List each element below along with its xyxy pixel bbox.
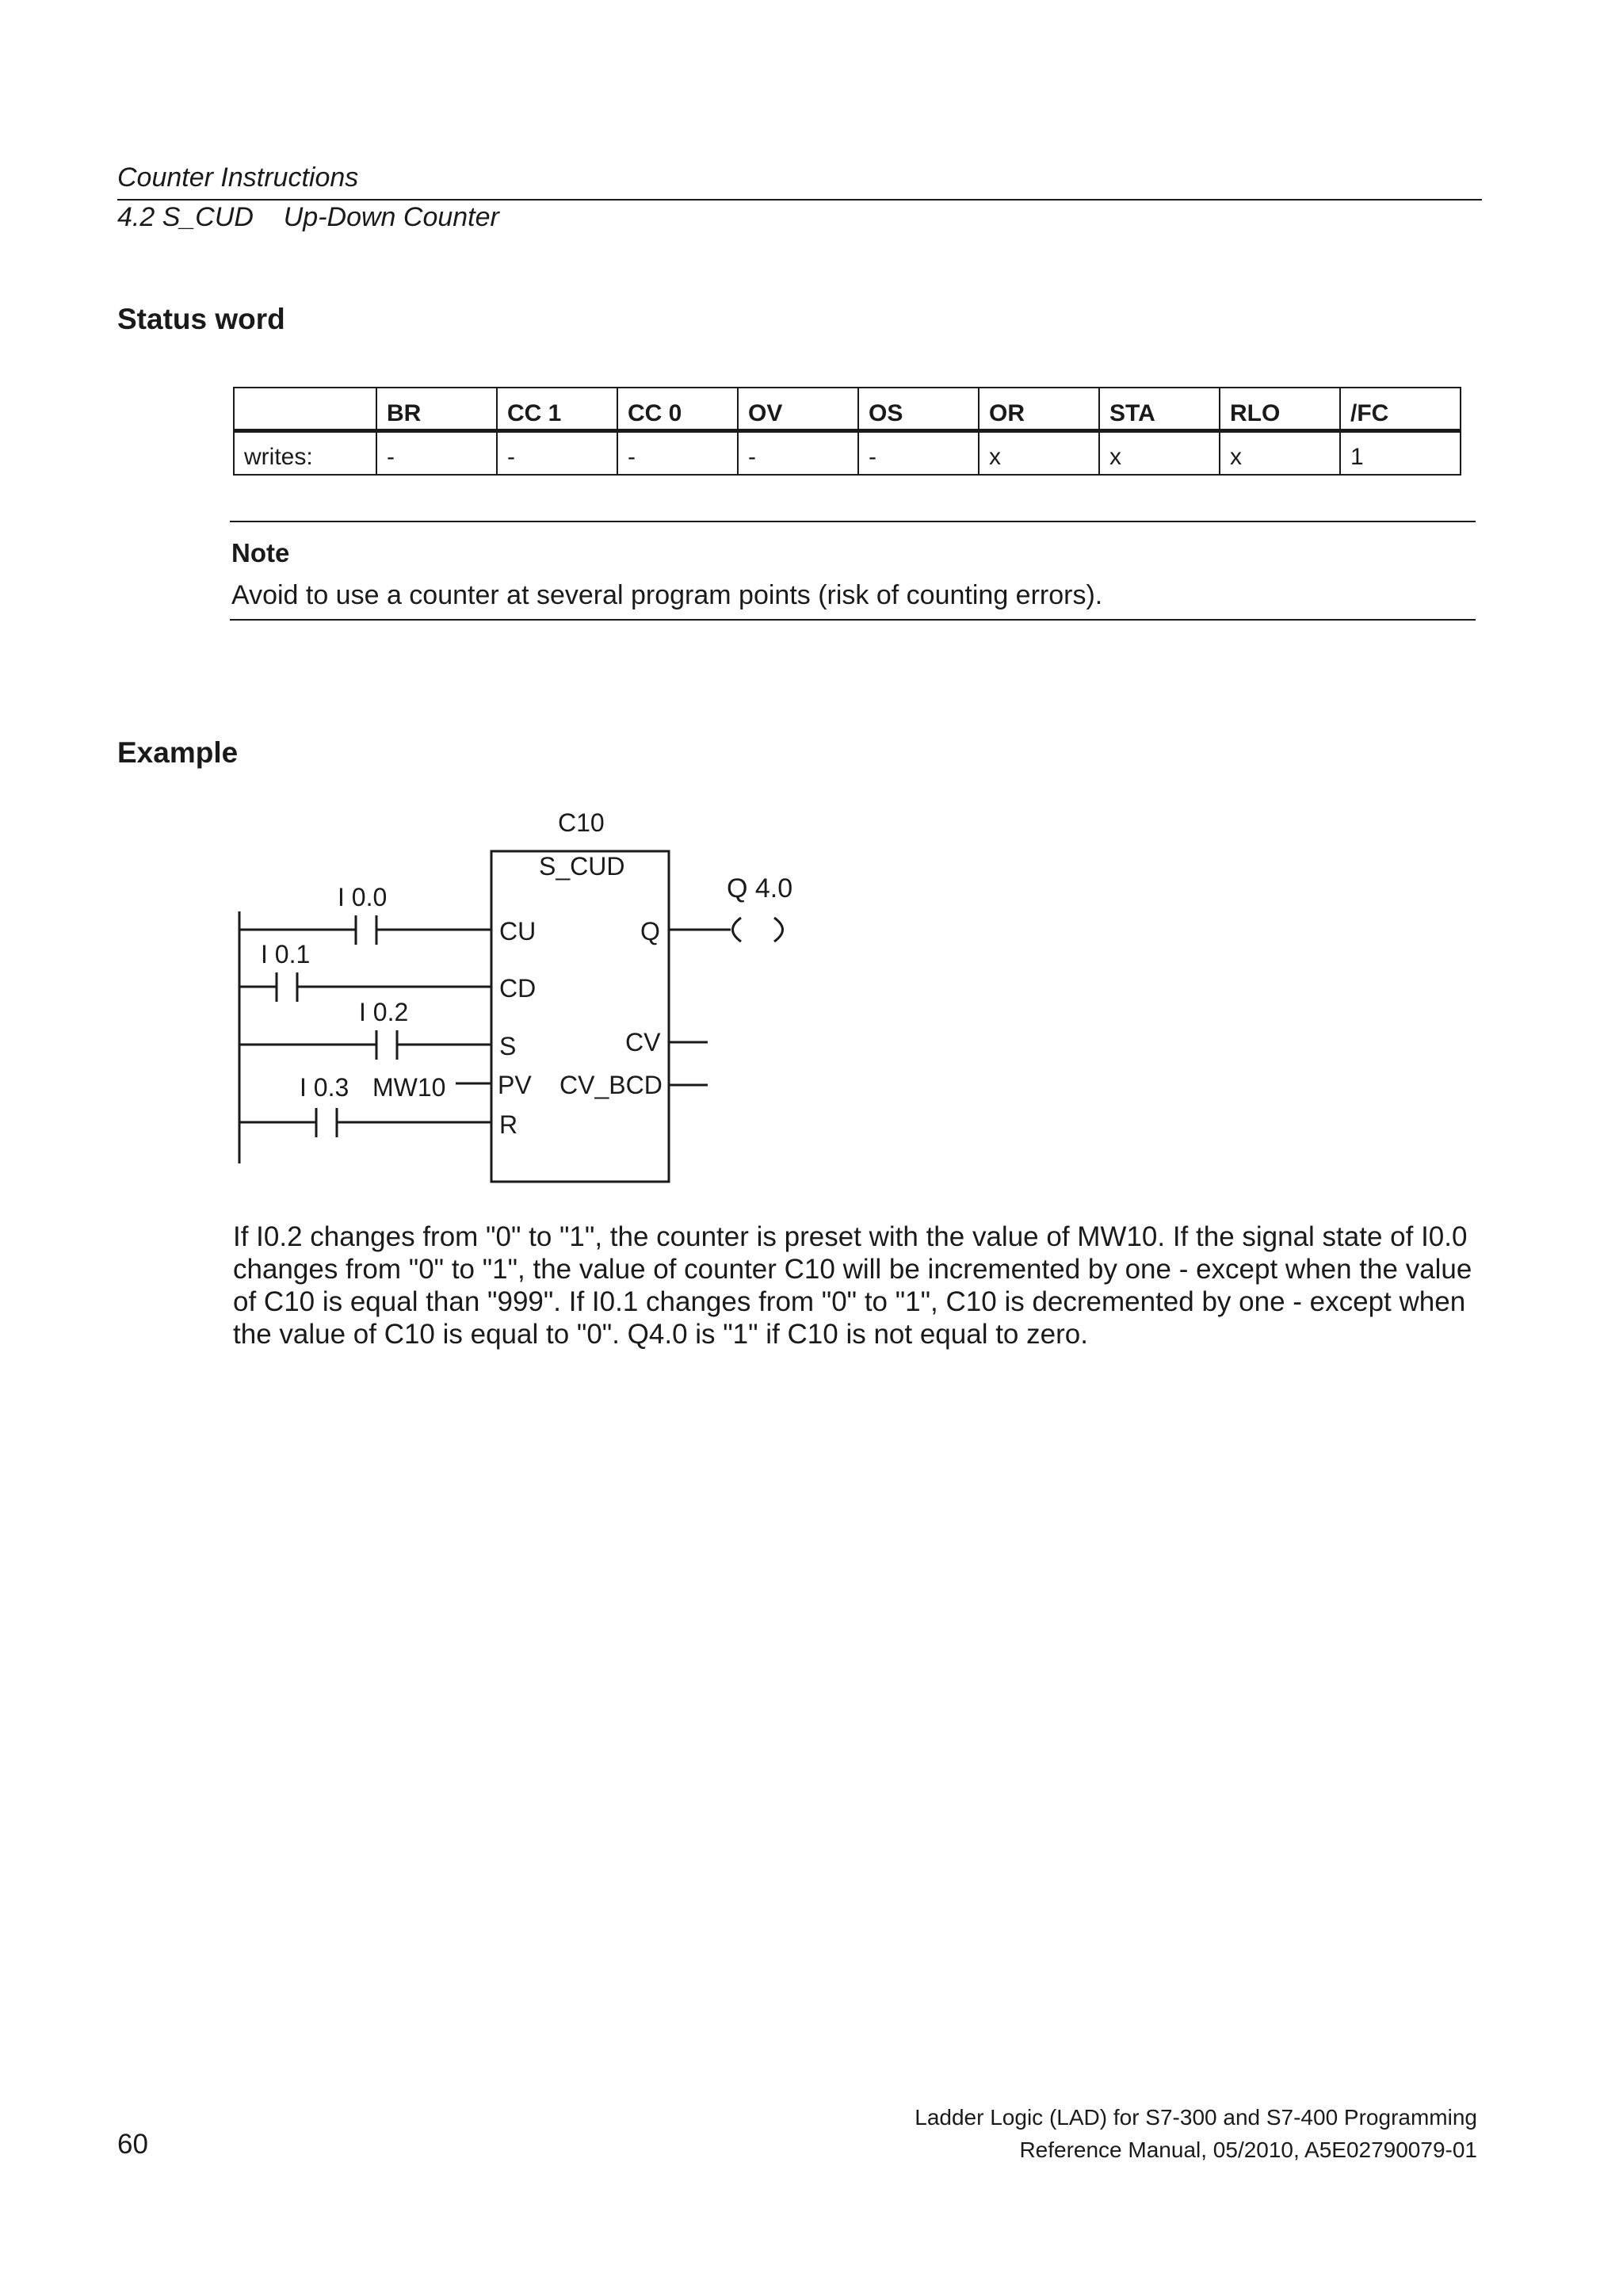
note-title: Note xyxy=(231,538,290,567)
contact-i02-label: I 0.2 xyxy=(359,998,409,1026)
table-cell: x xyxy=(1099,431,1220,476)
footer-reference xyxy=(915,2101,1477,2166)
footer-doc-title: Ladder Logic (LAD) for S7-300 and S7-400 Programming xyxy=(915,2105,1477,2130)
description-line: the value of C10 is equal to "0". Q4.0 is "1" if C10 is not equal to zero. xyxy=(233,1319,1088,1350)
input-pv: PV xyxy=(498,1071,532,1099)
table-cell: - xyxy=(376,431,497,476)
status-col-header: OR xyxy=(979,388,1099,431)
input-r: R xyxy=(499,1110,518,1139)
status-col-header: OS xyxy=(858,388,979,431)
table-cell: x xyxy=(979,431,1099,476)
note-text: Avoid to use a counter at several program points (risk of counting errors). xyxy=(231,580,1103,610)
footer-doc-ref: Reference Manual, 05/2010, A5E02790079-01 xyxy=(1019,2137,1477,2162)
coil-left-arc xyxy=(733,918,742,942)
header-chapter: Counter Instructions xyxy=(117,162,359,193)
coil-right-arc xyxy=(774,918,783,942)
status-col-header: BR xyxy=(376,388,497,431)
status-col-header: RLO xyxy=(1220,388,1340,431)
coil-label: Q 4.0 xyxy=(727,873,793,904)
status-col-header: CC 1 xyxy=(497,388,617,431)
block-name: S_CUD xyxy=(539,852,625,881)
table-cell: 1 xyxy=(1340,431,1461,476)
status-col-header: CC 0 xyxy=(617,388,738,431)
input-cd: CD xyxy=(499,974,537,1003)
counter-address: C10 xyxy=(558,808,605,837)
description-line: of C10 is equal than "999". If I0.1 changes from "0" to "1", C10 is decremented by one - except when xyxy=(233,1286,1466,1317)
counter-block xyxy=(491,851,669,1182)
table-cell: writes: xyxy=(234,431,376,476)
table-cell: x xyxy=(1220,431,1340,476)
output-cv-bcd: CV_BCD xyxy=(559,1071,663,1099)
status-col-header: STA xyxy=(1099,388,1220,431)
status-col-header: /FC xyxy=(1340,388,1461,431)
status-col-header: OV xyxy=(738,388,858,431)
input-cu: CU xyxy=(499,917,537,946)
output-q: Q xyxy=(640,917,660,946)
contact-i00-label: I 0.0 xyxy=(338,883,388,911)
contact-i01-label: I 0.1 xyxy=(261,940,311,968)
table-cell: - xyxy=(617,431,738,476)
example-heading: Example xyxy=(117,736,239,769)
table-cell: - xyxy=(497,431,617,476)
input-s: S xyxy=(499,1032,517,1060)
table-cell: - xyxy=(858,431,979,476)
output-cv: CV xyxy=(625,1028,661,1056)
example-description xyxy=(233,1221,1485,1350)
table-cell: - xyxy=(738,431,858,476)
contact-i03-label: I 0.3 xyxy=(300,1073,349,1102)
status-word-heading: Status word xyxy=(117,303,285,335)
page-number: 60 xyxy=(117,2129,148,2160)
description-line: If I0.2 changes from "0" to "1", the counter is preset with the value of MW10. If the signal state of I0.0 xyxy=(233,1221,1468,1252)
header-section: 4.2 S_CUD Up-Down Counter xyxy=(117,202,499,232)
description-line: changes from "0" to "1", the value of counter C10 will be incremented by one - except when the value xyxy=(233,1254,1472,1285)
preset-operand: MW10 xyxy=(372,1073,446,1102)
